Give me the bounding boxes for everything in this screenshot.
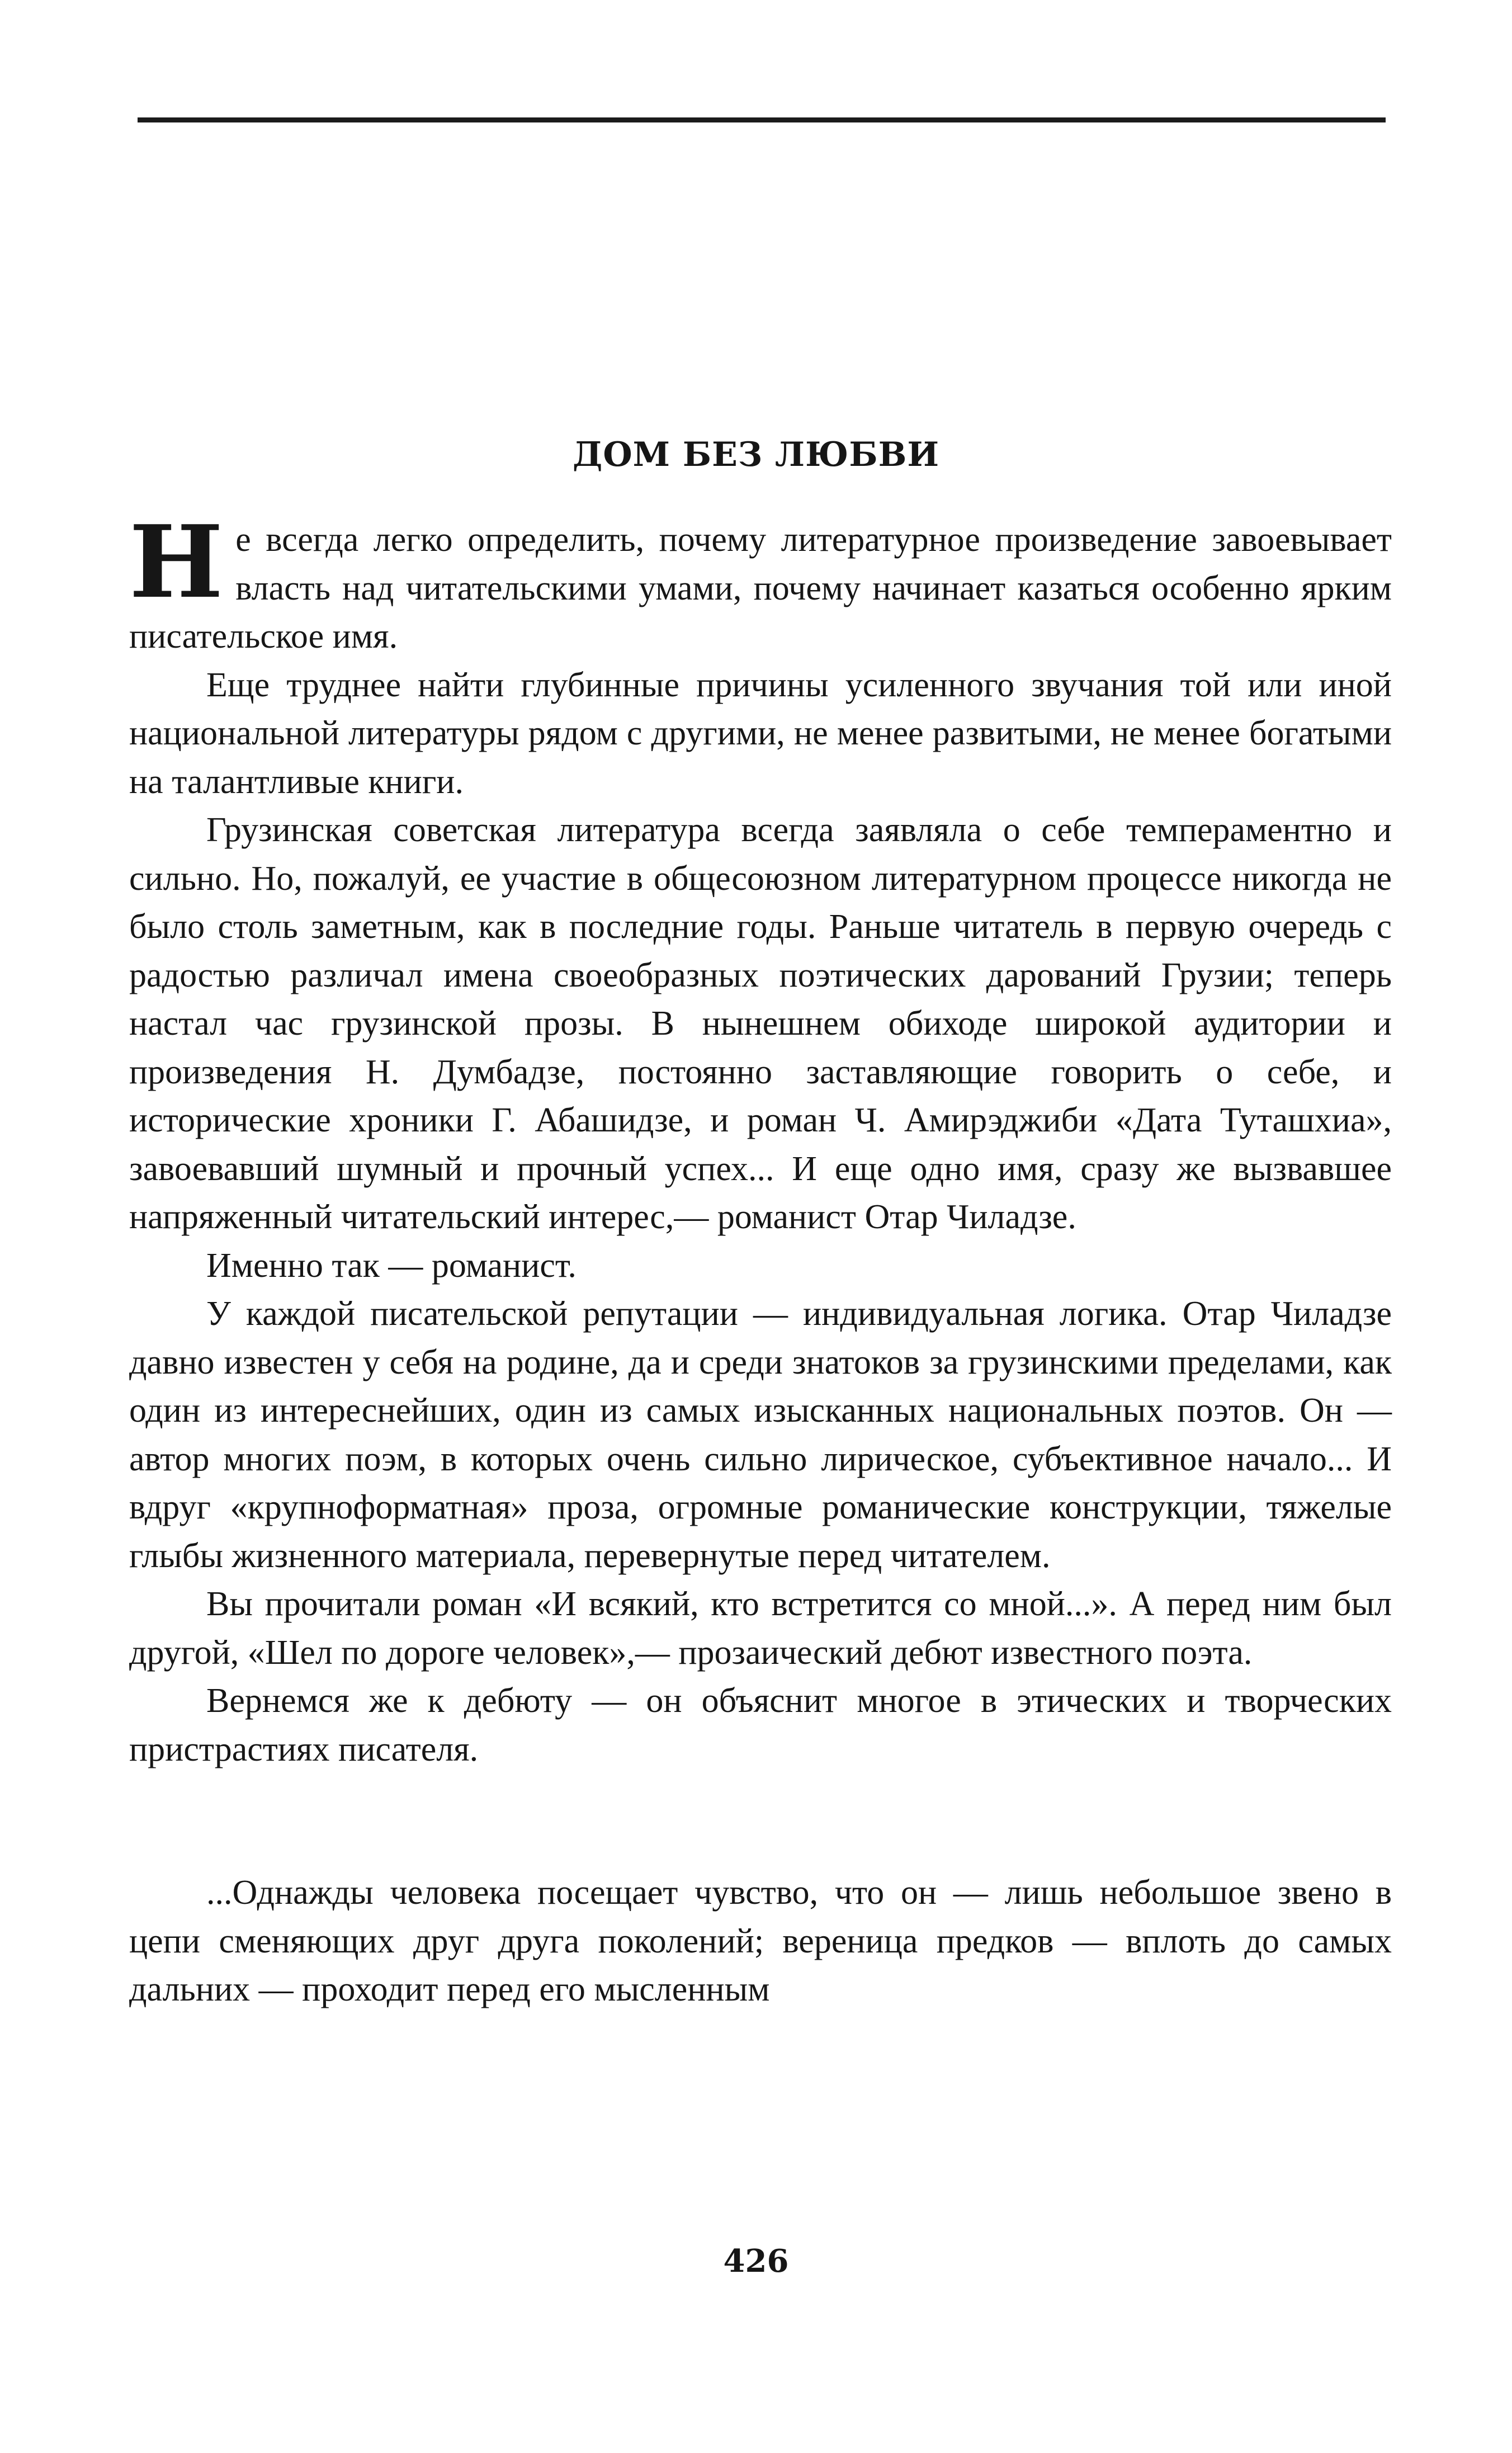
paragraph-2: Еще труднее найти глубинные причины усиленного звучания той или иной национальной литературы рядом с другими, не менее развитыми, не менее богатыми на талантливые книги. [129,666,1392,801]
paragraph-3: Грузинская советская литература всегда заявляла о себе темпераментно и сильно. Но, пожалуй, ее участие в общесоюзном литературном процессе никогда не было столь заметным, как в последние годы. Раньше читатель в первую очередь с радостью различал имена своеобразных поэтических дарований Грузии; теперь настал час грузинской прозы. В нынешнем обиходе широкой аудитории и произведения Н. Думбадзе, постоянно заставляющие говорить о себе, и исторические хроники Г. Абашидзе, и роман Ч. Амирэджиби «Дата Туташхиа», завоевавший шумный и прочный успех... И еще одно имя, сразу же вызвавшее напряженный читательский интерес,— романист Отар Чиладзе. [129,811,1392,1236]
body-text [129,503,1392,2014]
paragraph-4: Именно так — романист. [206,1246,577,1285]
paragraph-5: У каждой писательской репутации — индивидуальная логика. Отар Чиладзе давно известен у себя на родине, да и среди знатоков за грузинскими пределами, как один из интереснейших, один из самых изысканных национальных поэтов. Он — автор многих поэм, в которых очень сильно лирическое, субъективное начало... И вдруг «крупноформатная» проза, огромные романические конструкции, тяжелые глыбы жизненного материала, перевернутые перед читателем. [129,1295,1392,1575]
drop-cap: Н [129,503,224,620]
paragraph-8: ...Однажды человека посещает чувство, что он — лишь небольшое звено в цепи сменяющих друг друга поколений; вереница предков — вплоть до самых дальних — проходит перед его мысленным [129,1874,1392,2008]
paragraph-7: Вернемся же к дебюту — он объяснит многое в этических и творческих пристрастиях писателя. [129,1682,1392,1768]
paragraph-6: Вы прочитали роман «И всякий, кто встретится со мной...». А перед ним был другой, «Шел по дороге человек»,— прозаический дебют известного поэта. [129,1585,1392,1672]
page-number: 426 [723,2243,789,2280]
paragraph-1 [129,503,1392,661]
section-gap [129,1773,1392,1869]
top-rule [138,117,1386,122]
chapter-title: ДОМ БЕЗ ЛЮБВИ [572,435,940,475]
paragraph-1-text: е всегда легко определить, почему литературное произведение завоевывает власть над читательскими умами, почему начинает казаться особенно ярким писательское имя. [129,521,1392,655]
